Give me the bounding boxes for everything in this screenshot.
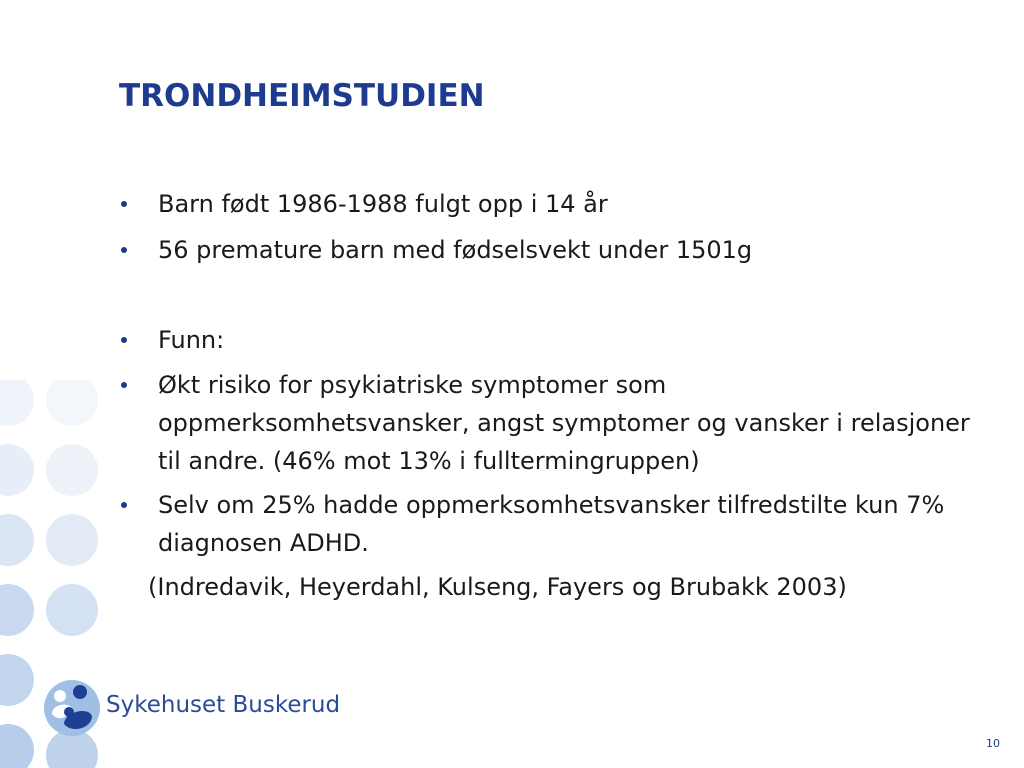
- bullet-text: Funn:: [158, 326, 225, 354]
- bullet-item: [158, 231, 978, 269]
- people-logo-icon: [42, 678, 102, 738]
- bullet-item: [158, 486, 978, 562]
- bullet-text: Selv om 25% hadde oppmerksomhetsvansker tilfredstilte kun 7% diagnosen ADHD.: [158, 491, 945, 557]
- bullet-dot-icon: [121, 201, 127, 207]
- page-number: 10: [986, 737, 1000, 750]
- hospital-logo: [42, 678, 341, 738]
- slide-title: TRONDHEIMSTUDIEN: [119, 78, 485, 114]
- citation: (Indredavik, Heyerdahl, Kulseng, Fayers og Brubakk 2003): [148, 573, 847, 601]
- bullet-dot-icon: [121, 382, 127, 388]
- bullet-dot-icon: [121, 337, 127, 343]
- bullet-dot-icon: [121, 247, 127, 253]
- logo-text: Sykehuset Buskerud: [106, 692, 341, 718]
- bullet-text: 56 premature barn med fødselsvekt under 1501g: [158, 236, 753, 264]
- bullet-text: Økt risiko for psykiatriske symptomer som oppmerksomhetsvansker, angst symptomer og vansker i relasjoner til andre. (46% mot 13% i fulltermingruppen): [158, 371, 970, 475]
- bullet-dot-icon: [121, 502, 127, 508]
- bullet-item: [158, 321, 978, 359]
- bullet-item: [158, 185, 978, 223]
- bullet-item: [158, 366, 978, 480]
- bullet-text: Barn født 1986-1988 fulgt opp i 14 år: [158, 190, 608, 218]
